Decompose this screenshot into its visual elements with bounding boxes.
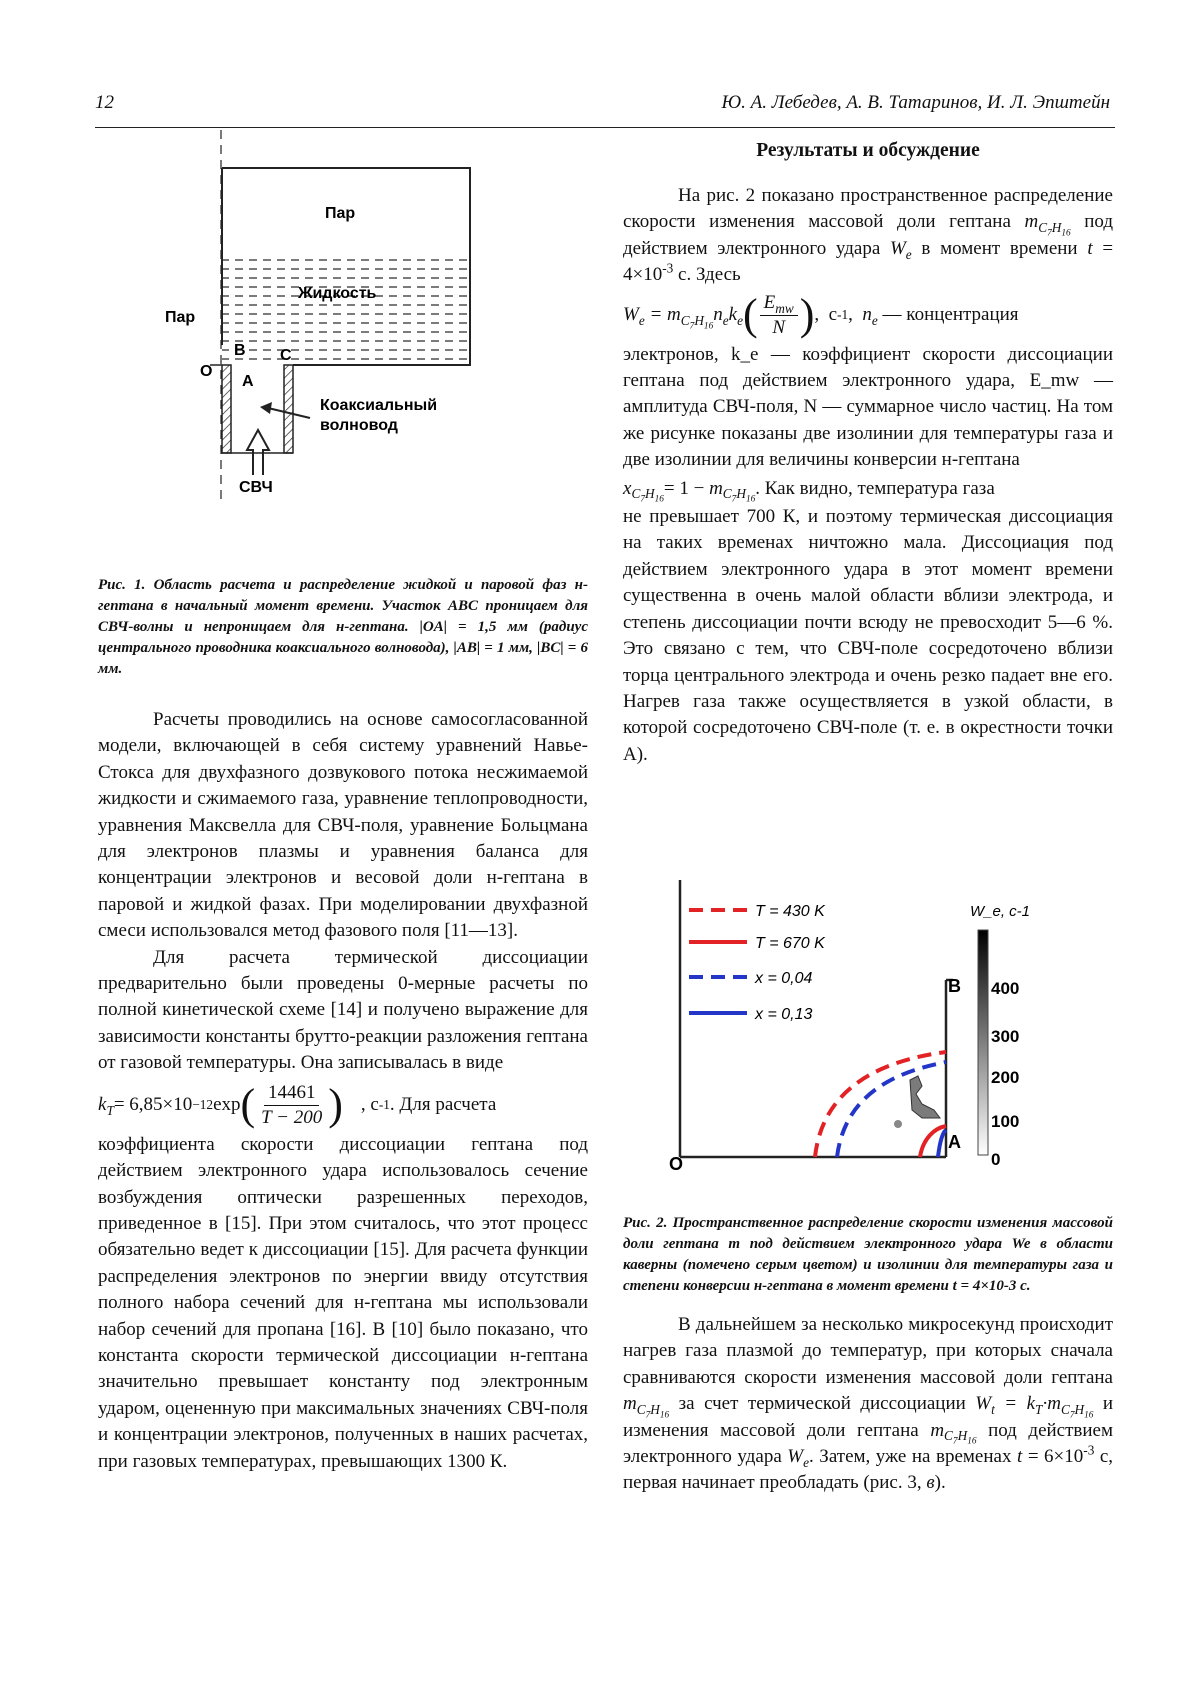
label-b: B [234, 342, 246, 359]
waveguide-wall [284, 365, 293, 453]
colorbar-tick: 400 [991, 979, 1020, 998]
point-o: O [669, 1154, 684, 1170]
colorbar-tick: 200 [991, 1068, 1020, 1087]
label-vapor-top: Пар [325, 205, 356, 222]
paragraph: Для расчета термической диссоциации предварительно были проведены 0-мерные расчеты по полной кинетической схеме [14] и получено выражение для зависимости константы брутто-реакции разложения гептана от газовой температуры. Она записывалась в виде [98, 946, 588, 1074]
colorbar-tick: 100 [991, 1112, 1020, 1131]
paragraph: Расчеты проводились на основе самосогласованной модели, включающей в себя систему уравнений Навье-Стокса для двухфазного дозвукового потока несжимаемой жидкости и сжимаемого газа, уравнение теплопроводности, уравнения Максвелла для СВЧ-поля, уравнение Больцмана для электронов плазмы и уравнения баланса для концентрации электронов и весовой доли н-гептана в паровой и жидкой фазах. При моделировании двухфазной смеси использовался метод фазового поля [11—13]. [98, 709, 588, 942]
point-b: B [948, 976, 961, 996]
equation-kt: $k_T$ = 6,85×10 −12 exp ( $\frac{14461}{T - 200}$ ) , с -1 . Для расчета [98, 1080, 497, 1130]
equation-x: $x_{C_7H_{16}}$ = 1 − $m_{C_7H_{16}}$ . Как видно, температура газа [623, 477, 995, 506]
liquid-region [222, 258, 470, 365]
label-liquid: Жидкость [298, 285, 377, 302]
figure-2-plot [665, 880, 1105, 1170]
header-rule [95, 127, 1115, 128]
figure-1-caption: Рис. 1. Область расчета и распределение жидкой и паровой фаз н-гептана в начальный момент времени. Участок ABC проницаем для СВЧ-волны и непроницаем для н-гептана. |OA| = 1,5 мм (радиус центрального проводника коаксиального волновода), |AB| = 1 мм, |BC| = 6 мм. [98, 577, 588, 677]
equation-we: $W_e = m_{C_7H_{16}}n_ek_e$ ( $\frac{E_{mw}}{N}$ ) , с -1 , $n_e$ — концентрация [623, 290, 1019, 340]
figure-1-diagram [150, 130, 550, 550]
colorbar-title: W_e, с-1 [970, 903, 1031, 920]
colorbar [978, 930, 988, 1155]
legend-t670: T = 670 K [755, 935, 825, 952]
label-o: O [200, 363, 213, 380]
section-title: Результаты и обсуждение [756, 140, 980, 161]
waveguide-wall [222, 365, 231, 453]
label-a: A [242, 373, 254, 390]
label-c: C [280, 347, 292, 364]
label-mw: СВЧ [239, 479, 273, 496]
label-coax: Коаксиальный [320, 397, 438, 414]
point-a: A [948, 1132, 961, 1152]
legend-t430: T = 430 K [755, 903, 825, 920]
colorbar-tick: 0 [991, 1150, 1001, 1169]
paragraph: не превышает 700 К, и поэтому термическая диссоциация на таких временах ничтожно мала. Диссоциация под действием электронного удара в этот момент времени существенна в очень малой области вблизи электрода, и степень диссоциации почти всюду не превосходит 5—6 %. Это связано с тем, что СВЧ-поле сосредоточено вблизи торца центрального электрода и очень резко падает вне его. Нагрев газа также осуществляется в узкой области, в которой сосредоточено СВЧ-поле (т. е. в окрестности точки A). [623, 506, 1113, 765]
page-header [95, 92, 1110, 122]
cavity-gray [910, 1076, 940, 1118]
colorbar-tick: 300 [991, 1027, 1020, 1046]
right-column-bottom [623, 1312, 1113, 1497]
label-vapor-side: Пар [165, 309, 196, 326]
page-number: 12 [95, 92, 114, 113]
running-authors: Ю. А. Лебедев, А. В. Татаринов, И. Л. Эпштейн [721, 92, 1110, 113]
legend-x013: x = 0,13 [755, 1006, 813, 1023]
paragraph: В дальнейшем за несколько микросекунд происходит нагрев газа плазмой до температур, при которых сначала сравниваются скорости изменения массовой доли гептана $m_{C_7H_{16}}$ за счет термической диссоциации $W_t = k_T\cdot m_{C_7H_{16}}$ и изменения массовой доли гептана $m_{C_7H_{16}}$ под действием электронного удара $W_e$. Затем, уже на временах $t = 6\times 10^{-3}$ с, первая начинает преобладать (рис. 3, в). [623, 1314, 1114, 1494]
left-column [98, 707, 588, 1475]
paragraph: электронов, k_e — коэффициент скорости диссоциации гептана под действием электронного удара, E_mw — амплитуда СВЧ-поля, N — суммарное число частиц. На том же рисунке показаны две изолинии для температуры газа и две изолинии для величины конверсии н-гептана [623, 343, 1113, 471]
figure-2-caption: Рис. 2. Пространственное распределение скорости изменения массовой доли гептана m под действием электронного удара We в области каверны (помечено серым цветом) и изолинии для температуры газа и степени конверсии н-гептана в момент времени t = 4×10-3 с. [623, 1215, 1113, 1294]
right-column-top [623, 183, 1113, 768]
legend-x004: x = 0,04 [755, 970, 813, 987]
paragraph: На рис. 2 показано пространственное распределение скорости изменения массовой доли гептана $m_{C_7H_{16}}$ под действием электронного удара $W_e$ в момент времени $t = 4\times 10^{-3}$ с. Здесь [623, 185, 1114, 286]
label-coax2: волновод [320, 417, 398, 434]
paragraph: коэффициента скорости диссоциации гептана под действием электронного удара использовалось сечение возбуждения оптически разрешенных переходов, приведенное в [15]. При этом считалось, что этот процесс обязательно ведет к диссоциации [15]. Для расчета функции распределения электронов по энергии ввиду отсутствия полного набора сечений для н-гептана мы использовали набор сечений для пропана [16]. В [10] было показано, что константа скорости термической диссоциации н-гептана значительно превышает константу под электронным ударом, оцененную при максимальных значениях СВЧ-поля и концентрации электронов, полученных в наших расчетах, при газовых температурах, превышающих 1300 К. [98, 1133, 588, 1472]
